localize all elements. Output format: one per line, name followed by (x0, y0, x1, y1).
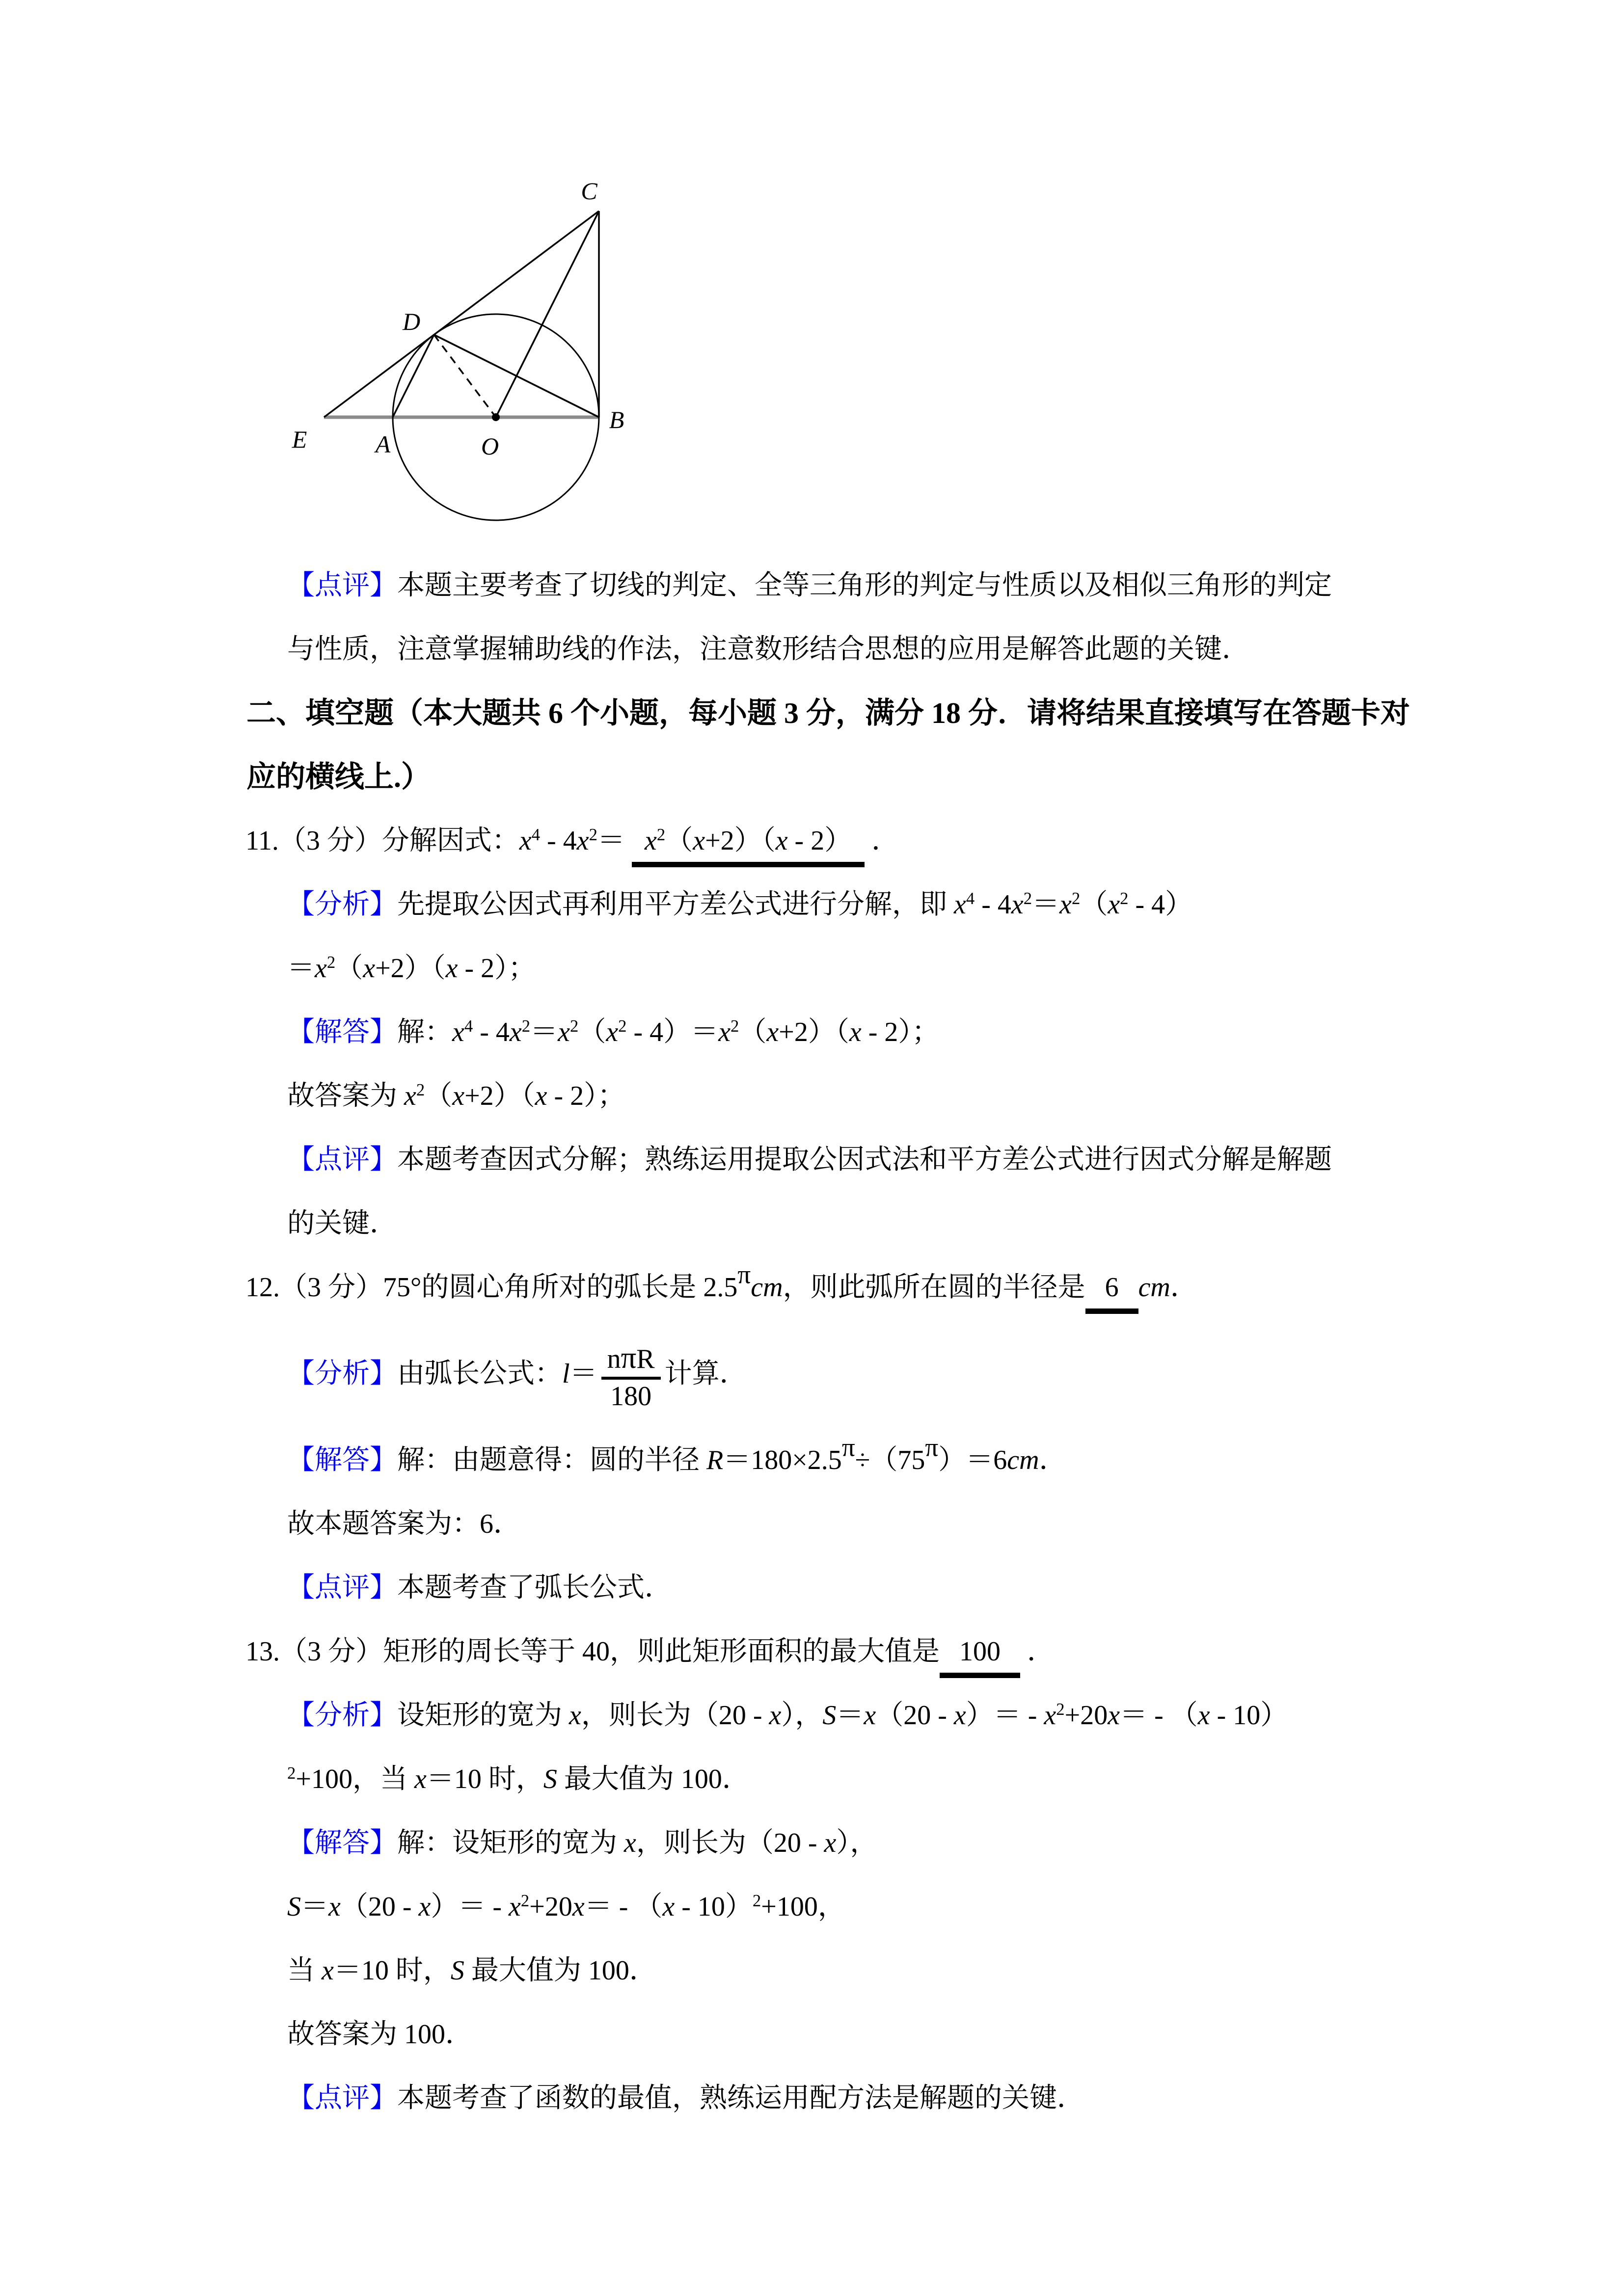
math-variable: x (572, 1892, 585, 1922)
text-segment: 的关键． (287, 1208, 397, 1239)
text-segment: - 4 (473, 1017, 510, 1047)
superscript: 2 (287, 1763, 296, 1783)
text-segment: ）＝ - (431, 1892, 509, 1922)
text-segment: （ (665, 826, 693, 856)
solution-12: 【解答】解：由题意得：圆的半径 R＝180×2.5π÷（75π）＝6cm． (287, 1433, 1067, 1475)
math-variable: x (1197, 1700, 1210, 1731)
comment-13 (0, 2066, 1624, 2130)
text-segment: ＝ (1032, 889, 1060, 920)
point-label-a: A (375, 430, 391, 458)
text-segment: 与性质，注意掌握辅助线的作法，注意数形结合思想的应用是解答此题的关键． (287, 634, 1249, 665)
center-dot (492, 413, 500, 421)
text-segment: 由弧长公式： (397, 1359, 562, 1389)
math-variable: x (662, 1892, 675, 1922)
pi-symbol: π (621, 1340, 637, 1375)
section-label: 【分析】 (287, 889, 397, 920)
superscript: 2 (1071, 888, 1081, 908)
fraction-denominator (601, 1380, 661, 1411)
math-variable: x (824, 1828, 837, 1858)
text-segment: ＝180×2.5 (723, 1445, 842, 1475)
text-segment: +100， (761, 1892, 845, 1922)
text-segment: 解：由题意得：圆的半径 (397, 1445, 706, 1475)
text-segment: +20 (529, 1892, 572, 1922)
comment-q10-line2 (0, 617, 1624, 681)
math-variable: x (1044, 1700, 1056, 1731)
section-heading-line1 (0, 681, 1624, 745)
math-variable: x (322, 1955, 334, 1986)
problem-13 (0, 1620, 1624, 1683)
text-segment: ）＝ - (966, 1700, 1044, 1731)
text-segment: +2）（ (779, 1017, 849, 1047)
math-variable: S (543, 1764, 557, 1794)
point-label-b: B (609, 406, 624, 433)
fraction-numerator (601, 1341, 661, 1380)
point-label-d: D (402, 308, 421, 335)
superscript: 2 (1023, 888, 1032, 908)
math-variable: x (624, 1828, 636, 1858)
math-variable: cm (1138, 1272, 1170, 1303)
text-segment: 6 (1098, 1272, 1126, 1303)
math-variable: x (606, 1017, 619, 1047)
text-segment: ＝ (530, 1017, 558, 1047)
math-variable: S (822, 1700, 837, 1731)
text-segment: +2）（ (464, 1081, 535, 1111)
text-segment: ． (1020, 1636, 1055, 1667)
superscript: 2 (589, 825, 598, 844)
fraction (601, 1341, 661, 1411)
math-variable: x (519, 826, 532, 856)
solution-13-line4 (0, 2002, 1624, 2066)
superscript: 4 (531, 825, 541, 844)
text-segment: 11.（3 分）分解因式： (245, 826, 519, 856)
text-segment: 故本题答案为：6． (287, 1509, 521, 1539)
text-segment: 180 (610, 1381, 652, 1412)
text-segment: ，则长为（20 - (581, 1700, 769, 1731)
solution-12-line2 (0, 1492, 1624, 1556)
text-segment: - 4） (1128, 889, 1193, 920)
math-variable: x (769, 1700, 782, 1731)
text-segment: ＝ - （ (1120, 1700, 1198, 1731)
text-segment: ． (865, 826, 899, 856)
solution-13-line1 (0, 1811, 1624, 1875)
text-segment: ＝ (287, 953, 315, 984)
solution-13-line3 (0, 1939, 1624, 2002)
analysis-13-line2 (0, 1747, 1624, 1811)
text-segment: - 2）； (547, 1081, 625, 1111)
text-segment: ＝ (836, 1700, 864, 1731)
math-variable: x (404, 1081, 416, 1111)
chord-db (434, 335, 599, 417)
point-label-c: C (581, 177, 597, 205)
text-segment: （ (335, 953, 363, 984)
text-segment: ＝ - （ (584, 1892, 663, 1922)
text-segment: ÷（75 (855, 1445, 925, 1475)
point-label-o: O (481, 432, 499, 460)
text-segment: ＝10 时， (426, 1764, 543, 1794)
solution-11-line2 (0, 1064, 1624, 1128)
text-segment: ＝10 时， (333, 1955, 451, 1986)
math-variable: x (1011, 889, 1024, 920)
analysis-11-line2 (0, 936, 1624, 1000)
math-variable: R (706, 1445, 724, 1475)
analysis-11 (0, 873, 1624, 936)
section-label: 【分析】 (287, 1700, 397, 1731)
superscript: 2 (1120, 888, 1129, 908)
math-variable: x (328, 1892, 341, 1922)
math-variable: x (718, 1017, 731, 1047)
text-segment: 先提取公因式再利用平方差公式进行分解，即 (397, 889, 954, 920)
text-segment: ，则此弧所在圆的半径是 (783, 1272, 1085, 1303)
section-heading-line2 (0, 745, 1624, 809)
text-segment: 计算． (664, 1359, 747, 1389)
math-variable: x (576, 826, 589, 856)
text-segment: ）＝6 (938, 1445, 1007, 1475)
math-variable: x (864, 1700, 876, 1731)
superscript: 2 (752, 1891, 761, 1910)
line-co (496, 211, 599, 417)
text-segment: 本题考查因式分解；熟练运用提取公因式法和平方差公式进行因式分解是解题 (397, 1145, 1332, 1175)
math-variable: x (509, 1017, 522, 1047)
text-segment: - 10） (1210, 1700, 1288, 1731)
text-segment: 故答案为 (287, 1081, 404, 1111)
text-segment: （ (1080, 889, 1108, 920)
superscript: 2 (1056, 1699, 1065, 1719)
section-label: 【点评】 (287, 1145, 397, 1175)
text-segment: ． (1170, 1272, 1198, 1303)
problem-11 (0, 809, 1624, 873)
analysis-12 (0, 1319, 1624, 1428)
superscript: 2 (569, 1016, 579, 1036)
text-segment: 解：设矩形的宽为 (397, 1828, 624, 1858)
section-label: 【解答】 (287, 1828, 397, 1858)
chord-da (393, 335, 434, 417)
section-label: 【解答】 (287, 1017, 397, 1047)
math-variable: x (766, 1017, 779, 1047)
text-segment: +100，当 (296, 1764, 414, 1794)
comment-q10-line1 (0, 554, 1624, 617)
text-segment: ，则长为（20 - (636, 1828, 824, 1858)
text-segment: 最大值为 100． (557, 1764, 750, 1794)
problem-12: 12.（3 分）75°的圆心角所对的弧长是 2.5πcm，则此弧所在圆的半径是 6 cm． (0, 1255, 1624, 1319)
document-text (0, 554, 1624, 2130)
text-segment: 当 (287, 1955, 322, 1986)
section-label: 【分析】 (287, 1359, 397, 1389)
math-variable: x (849, 1017, 862, 1047)
text-segment: ＝ (569, 1359, 597, 1389)
superscript: 2 (731, 1016, 739, 1036)
superscript: 2 (521, 1016, 531, 1036)
geometry-figure (265, 177, 638, 550)
math-variable: x (953, 1700, 966, 1731)
text-segment: 12.（3 分）75°的圆心角所对的弧长是 2.5 (245, 1272, 738, 1303)
text-segment: （20 - (340, 1892, 419, 1922)
math-variable: cm (1007, 1445, 1039, 1475)
text-segment: 最大值为 100． (464, 1955, 657, 1986)
text-segment: 应的横线上.） (246, 761, 431, 793)
tangent-edc (324, 211, 599, 417)
text-segment: （ (425, 1081, 453, 1111)
text-segment: 二、填空题（本大题共 6 个小题，每小题 3 分，满分 18 分．请将结果直接填写在答题卡对 (246, 697, 1410, 729)
math-variable: x (315, 953, 327, 984)
text-segment: n (607, 1344, 621, 1375)
text-segment: - 2） (787, 826, 852, 856)
text-segment: - 4 (540, 826, 577, 856)
text-segment: （20 - (876, 1700, 954, 1731)
section-label: 【点评】 (287, 2083, 397, 2113)
answer-underline (1085, 1272, 1138, 1314)
text-segment: 100 (952, 1636, 1007, 1667)
superscript: 4 (464, 1016, 473, 1036)
math-variable: x (418, 1892, 431, 1922)
math-variable: l (562, 1359, 570, 1389)
math-variable: x (954, 889, 966, 920)
text-segment: 解： (397, 1017, 452, 1047)
point-label-e: E (292, 426, 307, 453)
section-label: 【解答】 (287, 1445, 397, 1475)
superscript: 4 (966, 888, 975, 908)
math-variable: x (509, 1892, 521, 1922)
text-segment: - 10） (675, 1892, 753, 1922)
math-variable: S (450, 1955, 464, 1986)
radius-do-dashed (434, 335, 496, 417)
text-segment: 设矩形的宽为 (397, 1700, 569, 1731)
text-segment: +2）（ (375, 953, 446, 984)
math-variable: x (1108, 1700, 1120, 1731)
math-variable: x (535, 1081, 547, 1111)
text-segment: ）， (836, 1828, 878, 1858)
math-variable: x (452, 1081, 465, 1111)
text-segment: ＝ (301, 1892, 328, 1922)
text-segment: - 2）； (861, 1017, 940, 1047)
math-variable: x (558, 1017, 570, 1047)
answer-underline (632, 826, 865, 867)
text-segment: 故答案为 100． (287, 2019, 473, 2050)
text-segment: ． (1039, 1445, 1067, 1475)
answer-underline (940, 1636, 1020, 1678)
math-variable: S (287, 1892, 301, 1922)
comment-11-line2 (0, 1192, 1624, 1255)
text-segment: 本题考查了弧长公式． (397, 1573, 672, 1603)
text-segment: 本题主要考查了切线的判定、全等三角形的判定与性质以及相似三角形的判定 (397, 570, 1332, 601)
text-segment: （ (578, 1017, 606, 1047)
text-segment: ＝ (597, 826, 632, 856)
comment-11-line1 (0, 1128, 1624, 1192)
solution-11 (0, 1000, 1624, 1064)
math-variable: x (693, 826, 705, 856)
text-segment: - 2）； (458, 953, 536, 984)
text-segment: ）， (781, 1700, 823, 1731)
math-variable: x (1059, 889, 1072, 920)
math-variable: x (414, 1764, 427, 1794)
solution-13-line2 (0, 1875, 1624, 1939)
math-variable: x (452, 1017, 464, 1047)
superscript: 2 (326, 952, 336, 972)
superscript: 2 (618, 1016, 627, 1036)
text-segment: - 4）＝ (626, 1017, 719, 1047)
text-segment: 本题考查了函数的最值，熟练运用配方法是解题的关键． (397, 2083, 1084, 2113)
superscript: 2 (656, 825, 666, 844)
math-variable: x (1108, 889, 1120, 920)
text-segment: +2）（ (705, 826, 776, 856)
text-segment: R (636, 1344, 655, 1375)
analysis-13-line1 (0, 1683, 1624, 1747)
math-variable: x (645, 826, 657, 856)
math-variable: cm (751, 1272, 783, 1303)
comment-12 (0, 1556, 1624, 1620)
text-segment: （ (739, 1017, 767, 1047)
superscript: 2 (520, 1891, 530, 1910)
section-label: 【点评】 (287, 1573, 397, 1603)
text-segment: +20 (1064, 1700, 1108, 1731)
math-variable: x (445, 953, 458, 984)
superscript: 2 (416, 1080, 425, 1099)
section-label: 【点评】 (287, 570, 397, 601)
text-segment: 13.（3 分）矩形的周长等于 40，则此矩形面积的最大值是 (245, 1636, 940, 1667)
text-segment: - 4 (974, 889, 1011, 920)
math-variable: x (363, 953, 376, 984)
math-variable: x (569, 1700, 581, 1731)
math-variable: x (775, 826, 788, 856)
